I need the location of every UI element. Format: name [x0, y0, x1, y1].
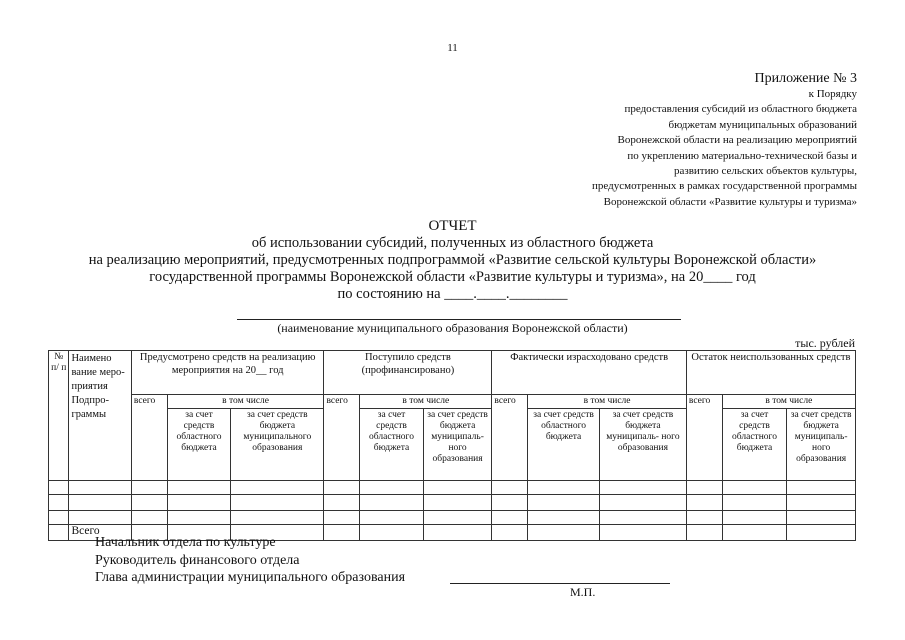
municipality-field-line	[237, 319, 681, 320]
header-municipal-budget: за счет средств бюджета муниципального образования	[231, 409, 324, 481]
total-row-label: Всего	[69, 525, 131, 541]
appendix-line: к Порядку	[808, 88, 857, 100]
appendix-line: бюджетам муниципальных образований	[668, 118, 857, 131]
report-date-line: по состоянию на ____.____.________	[337, 286, 568, 302]
appendix-line: развитию сельских объектов культуры,	[673, 165, 857, 178]
header-received-funds: Поступило средств (профинансировано)	[324, 351, 492, 395]
table-row	[49, 511, 856, 525]
header-activity-name: Наимено вание меро- приятия Подпро- граммы	[69, 351, 131, 481]
signature-admin-head: Глава администрации муниципального образования	[95, 570, 406, 585]
report-subtitle-line: на реализацию мероприятий, предусмотренных подпрограммой «Развитие сельской культуры Воронежской области»	[88, 252, 817, 268]
appendix-line: предоставления субсидий из областного бюджета	[624, 103, 857, 116]
header-municipal-budget: за счет средств бюджета муниципаль- ного образования	[423, 409, 492, 481]
report-table	[48, 350, 856, 541]
header-row-number: № п/ п	[49, 351, 69, 481]
appendix-line: Воронежской области «Развитие культуры и туризма»	[603, 195, 857, 208]
appendix-title: Приложение № 3	[754, 71, 857, 86]
header-regional-budget: за счет средств областного бюджета	[528, 409, 600, 481]
stamp-label: М.П.	[570, 585, 596, 599]
signature-line	[450, 583, 670, 584]
header-municipal-budget: за счет средств бюджета муниципаль- ного образования	[787, 409, 856, 481]
header-total: всего	[324, 395, 360, 481]
report-heading	[0, 218, 905, 303]
table-row	[49, 481, 856, 495]
header-including: в том числе	[167, 395, 324, 409]
appendix-line: Воронежской области на реализацию мероприятий	[617, 134, 857, 147]
header-total: всего	[131, 395, 167, 481]
header-including: в том числе	[722, 395, 855, 409]
header-total: всего	[492, 395, 528, 481]
report-subtitle-line: государственной программы Воронежской области «Развитие культуры и туризма», на 20____ год	[149, 269, 756, 285]
header-planned-funds: Предусмотрено средств на реализацию мероприятия на 20__ год	[131, 351, 324, 395]
signature-finance-head: Руководитель финансового отдела	[95, 553, 300, 568]
appendix-line: предусмотренных в рамках государственной программы	[592, 180, 857, 193]
signature-culture-head: Начальник отдела по культуре	[95, 535, 276, 550]
header-including: в том числе	[528, 395, 687, 409]
header-regional-budget: за счет средств областного бюджета	[360, 409, 423, 481]
header-remaining-funds: Остаток неиспользованных средств	[686, 351, 855, 395]
page-number: 11	[447, 42, 458, 54]
report-subtitle-line: об использовании субсидий, полученных из областного бюджета	[251, 235, 654, 251]
municipality-caption: (наименование муниципального образования Воронежской области)	[277, 321, 628, 335]
appendix-line: по укреплению материально-технической базы и	[627, 149, 857, 162]
header-including: в том числе	[360, 395, 492, 409]
header-municipal-budget: за счет средств бюджета муниципаль- ного образования	[599, 409, 686, 481]
units-label: тыс. рублей	[795, 336, 855, 350]
table-row	[49, 495, 856, 511]
header-total: всего	[686, 395, 722, 481]
header-regional-budget: за счет средств областного бюджета	[167, 409, 230, 481]
report-title: ОТЧЕТ	[428, 218, 477, 234]
header-regional-budget: за счет средств областного бюджета	[722, 409, 787, 481]
header-spent-funds: Фактически израсходовано средств	[492, 351, 687, 395]
appendix-block	[592, 70, 857, 210]
